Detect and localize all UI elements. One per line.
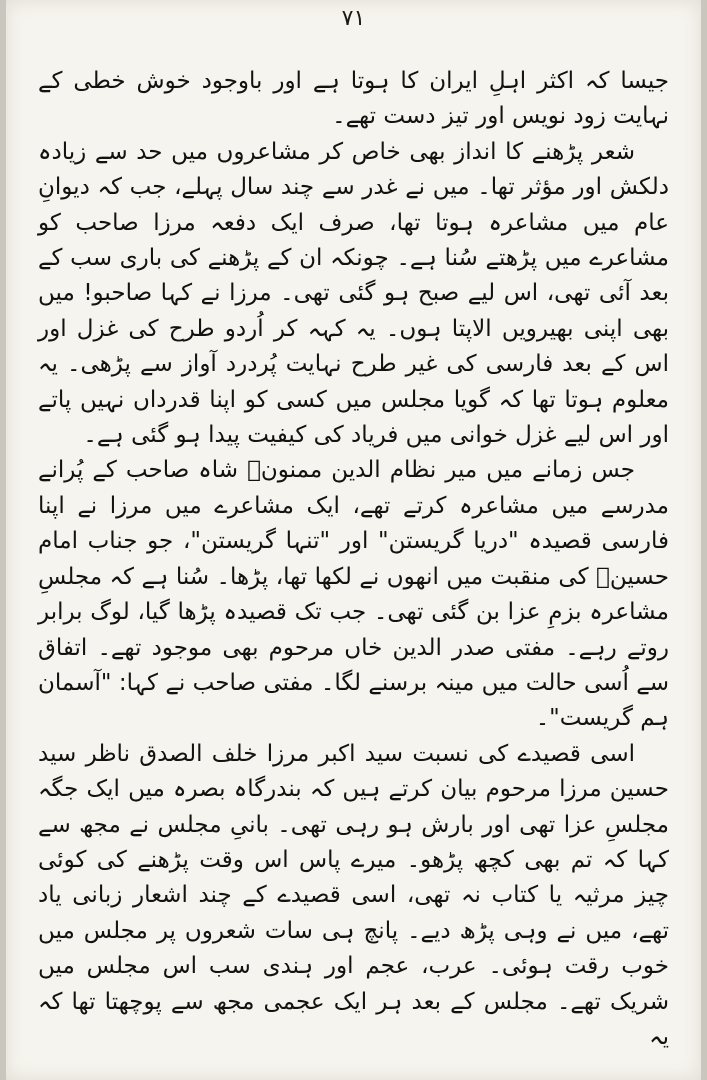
paragraph-2: شعر پڑھنے کا انداز بھی خاص کر مشاعروں میں حد سے زیادہ دلکش اور مؤثر تھا۔ میں نے غدر سے چند سال پہلے، جب کہ دیوانِ عام میں مشاعرہ ہوتا تھا، صرف ایک دفعہ مرزا صاحب کو مشاعرے میں پڑھتے سُنا ہے۔ چونکہ ان کے پڑھنے کی باری سب کے بعد آئی تھی، اس لیے صبح ہو گئی تھی۔ مرزا نے کہا صاحبو! میں بھی اپنی بھیرویں الاپتا ہوں۔ یہ کہہ کر اُردو طرح کی غزل اور اس کے بعد فارسی کی غیر طرح نہایت پُردرد آواز سے پڑھی۔ یہ معلوم ہوتا تھا کہ گویا مجلس میں کسی کو اپنا قدرداں نہیں پاتے اور اس لیے غزل خوانی میں فریاد کی کیفیت پیدا ہو گئی ہے۔: [38, 138, 669, 449]
paragraph-1: جیسا کہ اکثر اہلِ ایران کا ہوتا ہے اور باوجود خوش خطی کے نہایت زود نویس اور تیز دست تھے۔: [38, 68, 669, 130]
book-page: [6, 0, 701, 1080]
paragraph-4: اسی قصیدے کی نسبت سید اکبر مرزا خلف الصدق ناظر سید حسین مرزا مرحوم بیان کرتے ہیں کہ بندرگاہ بصرہ میں ایک جگہ مجلسِ عزا تھی اور بارش ہو رہی تھی۔ بانیِ مجلس نے مجھ سے کہا کہ تم بھی کچھ پڑھو۔ میرے پاس اس وقت پڑھنے کی کوئی چیز مرثیہ یا کتاب نہ تھی، اسی قصیدے کے چند اشعار زبانی یاد تھے، میں نے وہی پڑھ دیے۔ پانچ ہی سات شعروں پر مجلس میں خوب رقت ہوئی۔ عرب، عجم اور ہندی سب اس مجلس میں شریک تھے۔ مجلس کے بعد ہر ایک عجمی مجھ سے پوچھتا تھا کہ یہ: [38, 740, 669, 1050]
page-text: [38, 64, 669, 1055]
paragraph-3: جس زمانے میں میر نظام الدین ممنونؔ شاہ صاحب کے پُرانے مدرسے میں مشاعرہ کرتے تھے، ایک مشاعرے میں مرزا نے اپنا فارسی قصیدہ "دریا گریستن" اور "تنہا گریستن"، جو جناب امام حسینؑ کی منقبت میں انھوں نے لکھا تھا، پڑھا۔ سُنا ہے کہ مجلسِ مشاعرہ بزمِ عزا بن گئی تھی۔ جب تک قصیدہ پڑھا گیا، لوگ برابر روتے رہے۔ مفتی صدر الدین خاں مرحوم بھی موجود تھے۔ اتفاق سے اُسی حالت میں مینہ برسنے لگا۔ مفتی صاحب نے کہا: "آسمان ہم گریست"۔: [38, 457, 669, 732]
page-number: ۷۱: [341, 6, 366, 31]
